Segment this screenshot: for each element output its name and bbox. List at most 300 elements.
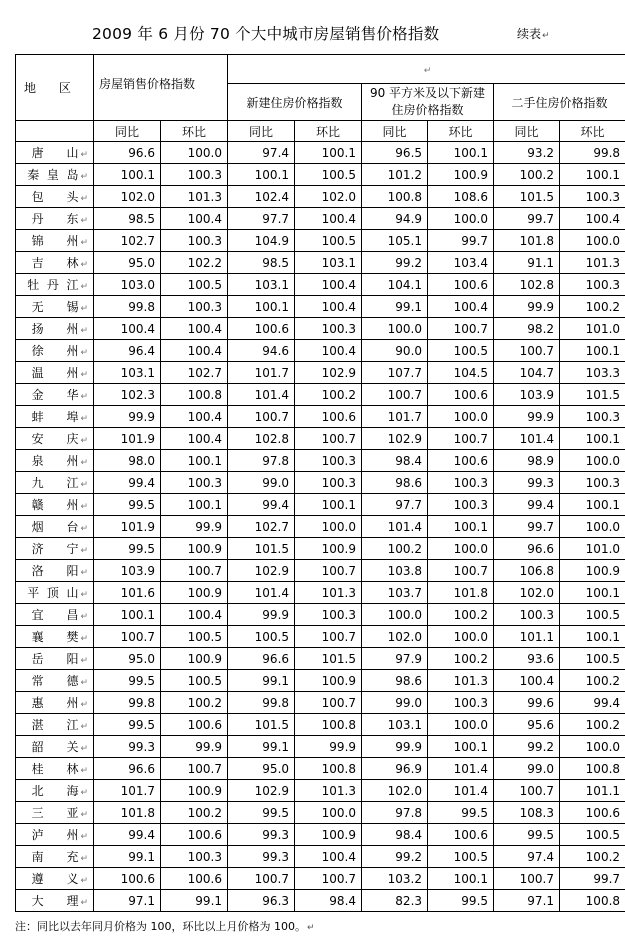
table-row (16, 450, 625, 472)
value-cell: 100.2 (560, 846, 625, 868)
price-index-table (15, 54, 625, 912)
paragraph-mark-icon: ↵ (80, 282, 88, 292)
value-cell: 100.5 (560, 824, 625, 846)
sub-header-cell: 同比 (362, 121, 428, 142)
value-cell: 103.7 (362, 582, 428, 604)
value-cell: 96.6 (94, 758, 161, 780)
paragraph-mark-icon: ↵ (80, 656, 88, 666)
value-cell: 100.5 (161, 670, 228, 692)
value-cell: 97.4 (228, 142, 295, 164)
value-cell: 101.3 (560, 252, 625, 274)
value-cell: 100.1 (295, 142, 362, 164)
value-cell: 100.9 (560, 560, 625, 582)
value-cell: 90.0 (362, 340, 428, 362)
table-row (16, 406, 625, 428)
value-cell: 100.9 (161, 538, 228, 560)
value-cell: 100.7 (428, 428, 494, 450)
value-cell: 101.4 (428, 780, 494, 802)
table-row (16, 274, 625, 296)
value-cell: 98.4 (362, 450, 428, 472)
value-cell: 101.5 (228, 714, 295, 736)
value-cell: 101.7 (228, 362, 295, 384)
footnote (15, 918, 315, 934)
city-cell (16, 340, 94, 362)
value-cell: 99.9 (494, 406, 560, 428)
value-cell: 98.9 (494, 450, 560, 472)
value-cell: 99.7 (494, 516, 560, 538)
group-header-small-new (362, 84, 494, 121)
value-cell: 99.9 (228, 604, 295, 626)
value-cell: 100.4 (94, 318, 161, 340)
paragraph-mark-icon: ↵ (80, 370, 88, 380)
value-cell: 96.9 (362, 758, 428, 780)
city-name: 韶 关 (31, 740, 79, 754)
table-row (16, 626, 625, 648)
value-cell: 99.1 (161, 890, 228, 912)
value-cell: 100.3 (560, 406, 625, 428)
value-cell: 101.4 (228, 582, 295, 604)
value-cell: 100.6 (428, 274, 494, 296)
value-cell: 100.7 (228, 406, 295, 428)
paragraph-mark-icon: ↵ (80, 238, 88, 248)
paragraph-mark-icon: ↵ (80, 458, 88, 468)
paragraph-mark-icon: ↵ (80, 612, 88, 622)
value-cell: 100.2 (428, 648, 494, 670)
table-row (16, 516, 625, 538)
table-row (16, 560, 625, 582)
city-name: 平 顶 山 (27, 586, 79, 600)
city-cell (16, 604, 94, 626)
value-cell: 100.1 (428, 868, 494, 890)
value-cell: 100.1 (560, 626, 625, 648)
value-cell: 100.3 (295, 450, 362, 472)
value-cell: 102.7 (228, 516, 295, 538)
value-cell: 99.4 (94, 472, 161, 494)
value-cell: 100.3 (428, 472, 494, 494)
value-cell: 100.0 (428, 538, 494, 560)
value-cell: 101.6 (94, 582, 161, 604)
value-cell: 99.2 (362, 846, 428, 868)
value-cell: 100.1 (428, 516, 494, 538)
value-cell: 99.5 (228, 802, 295, 824)
value-cell: 100.7 (494, 340, 560, 362)
value-cell: 100.7 (295, 868, 362, 890)
value-cell: 100.1 (560, 582, 625, 604)
value-cell: 99.5 (428, 890, 494, 912)
value-cell: 101.2 (362, 164, 428, 186)
value-cell: 100.1 (428, 736, 494, 758)
city-name: 蚌 埠 (31, 410, 79, 424)
city-cell (16, 516, 94, 538)
value-cell: 99.5 (94, 714, 161, 736)
value-cell: 93.6 (494, 648, 560, 670)
value-cell: 98.6 (362, 472, 428, 494)
city-cell (16, 274, 94, 296)
value-cell: 100.4 (295, 274, 362, 296)
value-cell: 100.3 (560, 472, 625, 494)
value-cell: 100.4 (161, 406, 228, 428)
value-cell: 100.7 (494, 780, 560, 802)
value-cell: 100.6 (228, 318, 295, 340)
value-cell: 102.3 (94, 384, 161, 406)
footnote-text: 注：同比以去年同月价格为 100，环比以上月价格为 100。 (15, 920, 306, 933)
value-cell: 100.1 (228, 296, 295, 318)
city-cell (16, 846, 94, 868)
value-cell: 98.5 (228, 252, 295, 274)
value-cell: 103.4 (428, 252, 494, 274)
city-name: 惠 州 (31, 696, 79, 710)
value-cell: 99.8 (560, 142, 625, 164)
paragraph-mark-icon: ↵ (80, 590, 88, 600)
value-cell: 100.4 (560, 208, 625, 230)
value-cell: 100.0 (560, 516, 625, 538)
city-name: 无 锡 (31, 300, 79, 314)
value-cell: 100.2 (428, 604, 494, 626)
city-name: 泉 州 (31, 454, 79, 468)
paragraph-mark-icon: ↵ (80, 348, 88, 358)
city-cell (16, 164, 94, 186)
value-cell: 103.1 (94, 362, 161, 384)
value-cell: 100.0 (428, 406, 494, 428)
table-row (16, 868, 625, 890)
value-cell: 99.5 (94, 538, 161, 560)
paragraph-mark-icon: ↵ (80, 524, 88, 534)
value-cell: 100.0 (560, 450, 625, 472)
value-cell: 100.1 (428, 142, 494, 164)
value-cell: 100.3 (161, 472, 228, 494)
value-cell: 95.0 (228, 758, 295, 780)
value-cell: 100.7 (295, 560, 362, 582)
value-cell: 100.5 (560, 648, 625, 670)
value-cell: 107.7 (362, 362, 428, 384)
value-cell: 100.5 (161, 626, 228, 648)
value-cell: 100.1 (560, 494, 625, 516)
value-cell: 99.8 (228, 692, 295, 714)
value-cell: 100.3 (161, 164, 228, 186)
table-row (16, 142, 625, 164)
paragraph-mark-icon: ↵ (80, 810, 88, 820)
city-cell (16, 758, 94, 780)
city-name: 洛 阳 (31, 564, 79, 578)
value-cell: 102.0 (362, 780, 428, 802)
value-cell: 103.0 (94, 274, 161, 296)
table-row (16, 802, 625, 824)
paragraph-mark-icon: ↵ (80, 480, 88, 490)
sub-header-cell: 环比 (428, 121, 494, 142)
value-cell: 99.5 (494, 824, 560, 846)
city-cell (16, 142, 94, 164)
value-cell: 106.8 (494, 560, 560, 582)
value-cell: 100.0 (362, 318, 428, 340)
value-cell: 100.3 (428, 494, 494, 516)
value-cell: 101.0 (560, 318, 625, 340)
value-cell: 100.1 (560, 164, 625, 186)
city-name: 北 海 (31, 784, 79, 798)
city-name: 烟 台 (31, 520, 79, 534)
city-name: 常 德 (31, 674, 79, 688)
value-cell: 99.3 (94, 736, 161, 758)
city-cell (16, 824, 94, 846)
value-cell: 99.5 (94, 670, 161, 692)
paragraph-mark-icon: ↵ (306, 923, 315, 933)
value-cell: 100.4 (161, 340, 228, 362)
value-cell: 100.2 (560, 714, 625, 736)
value-cell: 102.8 (494, 274, 560, 296)
value-cell: 100.4 (494, 670, 560, 692)
city-cell (16, 670, 94, 692)
paragraph-mark-icon: ↵ (80, 194, 88, 204)
table-row (16, 384, 625, 406)
value-cell: 100.3 (295, 318, 362, 340)
city-cell (16, 252, 94, 274)
value-cell: 102.9 (228, 780, 295, 802)
city-name: 扬 州 (31, 322, 79, 336)
value-cell: 100.8 (560, 890, 625, 912)
value-cell: 100.7 (295, 626, 362, 648)
paragraph-mark-icon: ↵ (80, 216, 88, 226)
value-cell: 100.4 (295, 208, 362, 230)
value-cell: 101.7 (362, 406, 428, 428)
value-cell: 99.9 (161, 516, 228, 538)
value-cell: 96.6 (228, 648, 295, 670)
city-cell (16, 230, 94, 252)
value-cell: 100.2 (161, 692, 228, 714)
city-name: 秦 皇 岛 (27, 168, 79, 182)
value-cell: 102.0 (494, 582, 560, 604)
city-cell (16, 406, 94, 428)
value-cell: 100.6 (161, 824, 228, 846)
paragraph-mark-icon: ↵ (80, 700, 88, 710)
table-row (16, 648, 625, 670)
table-row (16, 340, 625, 362)
value-cell: 100.1 (94, 164, 161, 186)
sub-header-cell: 同比 (494, 121, 560, 142)
sub-header-region-blank (16, 121, 94, 142)
value-cell: 101.8 (94, 802, 161, 824)
value-cell: 100.9 (295, 824, 362, 846)
table-row (16, 890, 625, 912)
value-cell: 100.1 (161, 494, 228, 516)
city-name: 包 头 (31, 190, 79, 204)
value-cell: 100.4 (295, 846, 362, 868)
value-cell: 100.6 (161, 868, 228, 890)
value-cell: 100.6 (295, 406, 362, 428)
value-cell: 100.1 (560, 428, 625, 450)
value-cell: 100.3 (161, 846, 228, 868)
value-cell: 100.3 (428, 692, 494, 714)
region-header-text: 地 区 (24, 81, 71, 95)
value-cell: 99.4 (94, 824, 161, 846)
table-row (16, 164, 625, 186)
value-cell: 97.7 (228, 208, 295, 230)
city-cell (16, 472, 94, 494)
value-cell: 101.5 (560, 384, 625, 406)
value-cell: 99.1 (362, 296, 428, 318)
value-cell: 99.9 (295, 736, 362, 758)
table-row (16, 428, 625, 450)
table-row (16, 362, 625, 384)
value-cell: 100.2 (560, 670, 625, 692)
value-cell: 103.8 (362, 560, 428, 582)
city-cell (16, 450, 94, 472)
table-row (16, 472, 625, 494)
value-cell: 103.3 (560, 362, 625, 384)
value-cell: 100.6 (161, 714, 228, 736)
city-name: 桂 林 (31, 762, 79, 776)
group-header-small-new-text: 90 平方米及以下新建住房价格指数 (369, 86, 486, 117)
value-cell: 100.7 (428, 318, 494, 340)
value-cell: 100.0 (295, 516, 362, 538)
group-header-new (228, 84, 362, 121)
value-cell: 100.8 (362, 186, 428, 208)
value-cell: 101.4 (428, 758, 494, 780)
value-cell: 99.2 (494, 736, 560, 758)
value-cell: 100.9 (295, 670, 362, 692)
paragraph-mark-icon: ↵ (80, 326, 88, 336)
continuation-text: 续表 (517, 27, 542, 41)
value-cell: 100.5 (428, 340, 494, 362)
city-cell (16, 384, 94, 406)
paragraph-mark-icon: ↵ (542, 31, 550, 41)
value-cell: 96.6 (494, 538, 560, 560)
value-cell: 100.7 (94, 626, 161, 648)
city-name: 吉 林 (31, 256, 79, 270)
city-cell (16, 208, 94, 230)
value-cell: 100.5 (428, 846, 494, 868)
sub-header-cell: 环比 (560, 121, 625, 142)
value-cell: 100.8 (161, 384, 228, 406)
sub-header-cell: 同比 (94, 121, 161, 142)
title-row (0, 22, 625, 46)
value-cell: 104.9 (228, 230, 295, 252)
paragraph-mark-icon: ↵ (80, 854, 88, 864)
value-cell: 101.3 (428, 670, 494, 692)
value-cell: 101.5 (295, 648, 362, 670)
paragraph-mark-icon: ↵ (80, 722, 88, 732)
city-cell (16, 780, 94, 802)
value-cell: 99.4 (228, 494, 295, 516)
value-cell: 103.9 (494, 384, 560, 406)
city-name: 安 庆 (31, 432, 79, 446)
value-cell: 100.3 (161, 230, 228, 252)
value-cell: 99.8 (94, 692, 161, 714)
value-cell: 100.2 (362, 538, 428, 560)
value-cell: 103.2 (362, 868, 428, 890)
city-cell (16, 494, 94, 516)
value-cell: 99.9 (161, 736, 228, 758)
value-cell: 100.8 (295, 758, 362, 780)
value-cell: 103.1 (228, 274, 295, 296)
value-cell: 104.5 (428, 362, 494, 384)
city-cell (16, 428, 94, 450)
city-name: 丹 东 (31, 212, 79, 226)
value-cell: 100.2 (494, 164, 560, 186)
value-cell: 103.1 (295, 252, 362, 274)
table-row (16, 230, 625, 252)
value-cell: 100.9 (161, 780, 228, 802)
value-cell: 102.9 (362, 428, 428, 450)
city-name: 遵 义 (31, 872, 79, 886)
city-cell (16, 362, 94, 384)
city-name: 赣 州 (31, 498, 79, 512)
value-cell: 99.1 (94, 846, 161, 868)
value-cell: 101.9 (94, 428, 161, 450)
value-cell: 100.4 (161, 208, 228, 230)
city-name: 济 宁 (31, 542, 79, 556)
paragraph-mark-icon: ↵ (80, 832, 88, 842)
value-cell: 101.1 (494, 626, 560, 648)
value-cell: 100.0 (428, 208, 494, 230)
table-row (16, 296, 625, 318)
value-cell: 99.7 (494, 208, 560, 230)
value-cell: 102.7 (161, 362, 228, 384)
value-cell: 102.0 (94, 186, 161, 208)
city-name: 宜 昌 (31, 608, 79, 622)
city-cell (16, 736, 94, 758)
table-row (16, 714, 625, 736)
value-cell: 100.5 (295, 230, 362, 252)
sub-header-cell: 同比 (228, 121, 295, 142)
value-cell: 97.1 (94, 890, 161, 912)
value-cell: 100.1 (560, 340, 625, 362)
value-cell: 100.7 (295, 428, 362, 450)
value-cell: 98.0 (94, 450, 161, 472)
paragraph-mark-icon: ↵ (80, 392, 88, 402)
city-cell (16, 802, 94, 824)
value-cell: 100.0 (560, 736, 625, 758)
value-cell: 99.9 (362, 736, 428, 758)
value-cell: 100.5 (228, 626, 295, 648)
paragraph-mark-icon: ↵ (423, 66, 432, 76)
value-cell: 98.6 (362, 670, 428, 692)
value-cell: 100.5 (560, 604, 625, 626)
city-name: 金 华 (31, 388, 79, 402)
city-name: 湛 江 (31, 718, 79, 732)
value-cell: 100.4 (428, 296, 494, 318)
table-row (16, 824, 625, 846)
value-cell: 102.9 (228, 560, 295, 582)
value-cell: 100.6 (560, 802, 625, 824)
value-cell: 100.0 (560, 230, 625, 252)
value-cell: 100.8 (295, 714, 362, 736)
value-cell: 99.4 (494, 494, 560, 516)
group-header-sales-text: 房屋销售价格指数 (99, 77, 196, 91)
value-cell: 100.5 (295, 164, 362, 186)
value-cell: 100.4 (295, 296, 362, 318)
value-cell: 100.9 (428, 164, 494, 186)
value-cell: 100.4 (161, 604, 228, 626)
city-name: 大 理 (31, 894, 79, 908)
city-cell (16, 626, 94, 648)
value-cell: 108.6 (428, 186, 494, 208)
value-cell: 100.7 (494, 868, 560, 890)
value-cell: 103.9 (94, 560, 161, 582)
value-cell: 97.9 (362, 648, 428, 670)
value-cell: 97.7 (362, 494, 428, 516)
value-cell: 102.0 (295, 186, 362, 208)
value-cell: 101.1 (560, 780, 625, 802)
value-cell: 99.2 (362, 252, 428, 274)
city-name: 九 江 (31, 476, 79, 490)
value-cell: 99.0 (362, 692, 428, 714)
value-cell: 101.5 (494, 186, 560, 208)
table-row (16, 318, 625, 340)
value-cell: 100.9 (161, 648, 228, 670)
value-cell: 102.8 (228, 428, 295, 450)
value-cell: 100.9 (161, 582, 228, 604)
paragraph-mark-icon: ↵ (80, 766, 88, 776)
value-cell: 99.1 (228, 736, 295, 758)
